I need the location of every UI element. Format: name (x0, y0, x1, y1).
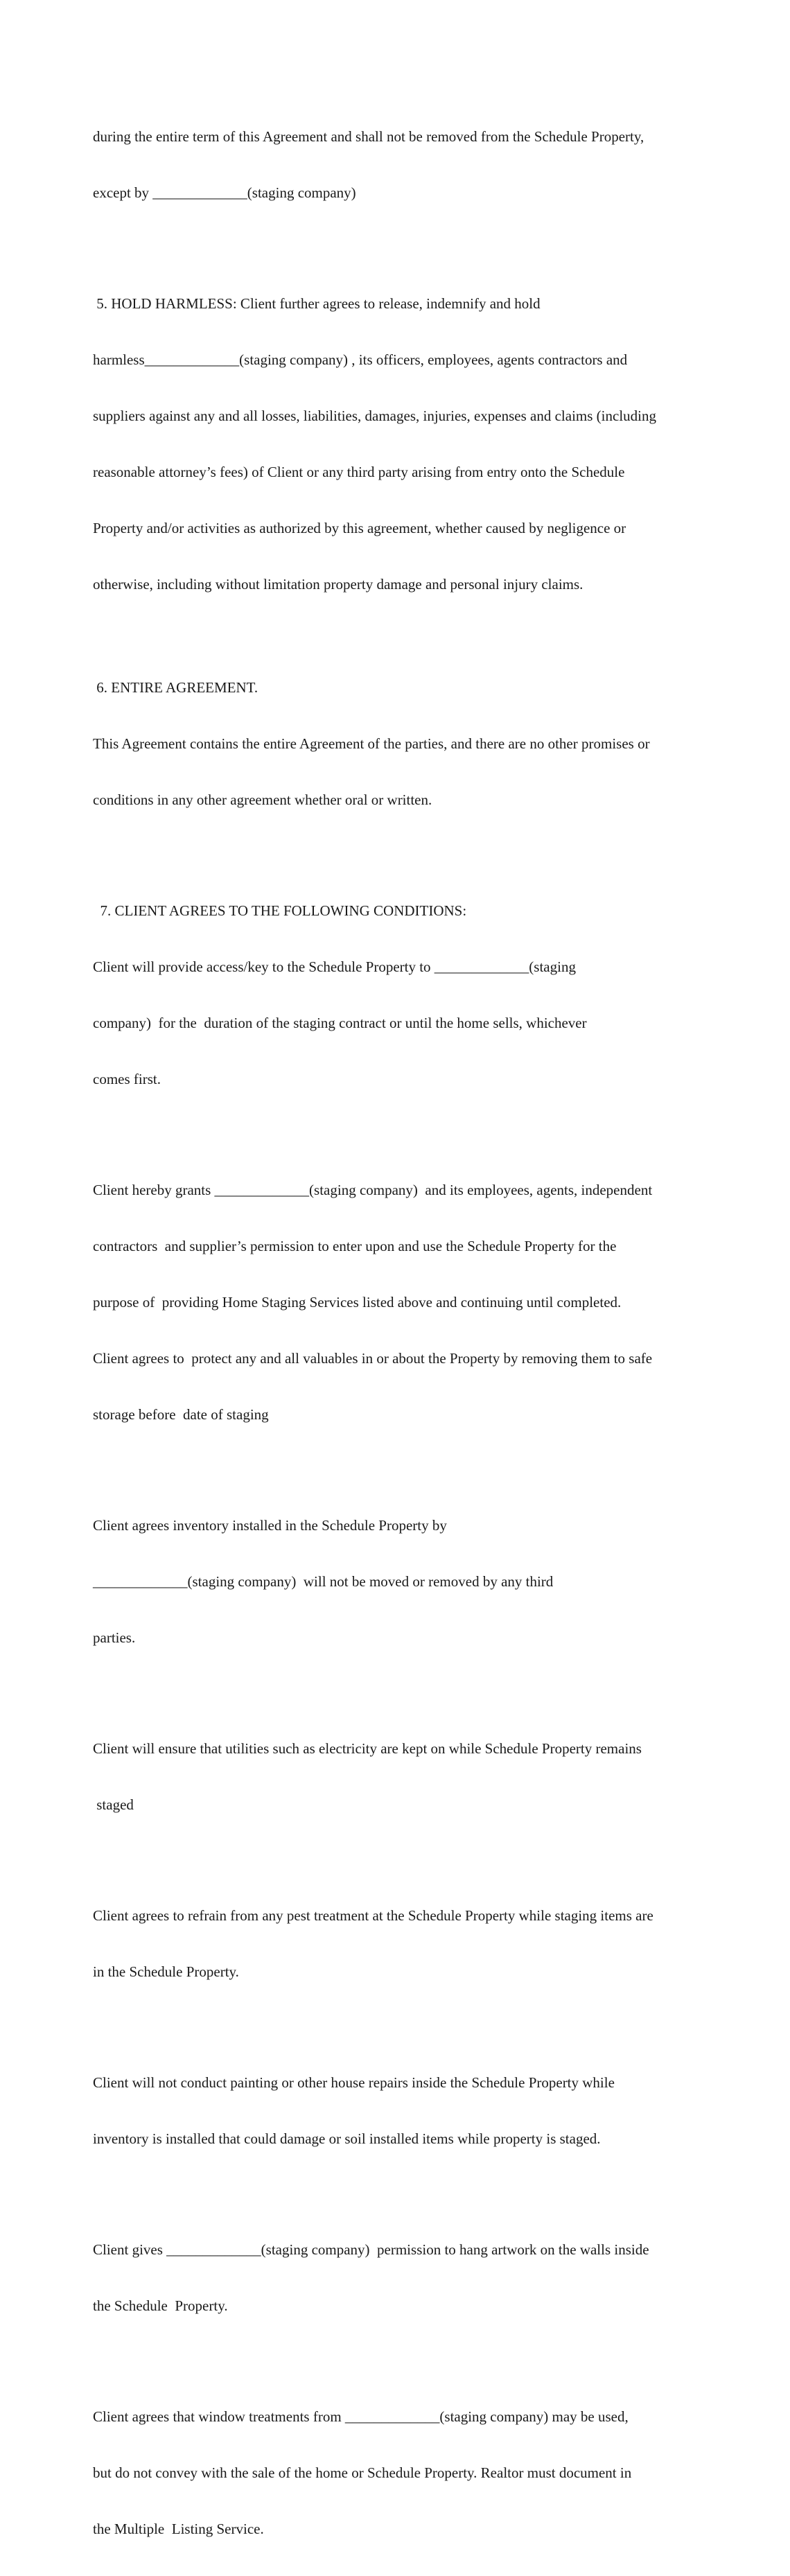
text-line: Client will provide access/key to the Schedule Property to _____________(staging (93, 958, 576, 975)
paragraph-term-continuation (93, 90, 703, 240)
paragraph-inventory (93, 1479, 703, 1685)
text-line: parties. (93, 1629, 136, 1646)
text-line: Property and/or activities as authorized by this agreement, whether caused by negligence or (93, 520, 626, 536)
text-line: Client gives _____________(staging company) permission to hang artwork on the walls inside (93, 2241, 649, 2258)
text-line: except by _____________(staging company) (93, 184, 356, 201)
text-line: comes first. (93, 1071, 161, 1087)
section-heading: 7. CLIENT AGREES TO THE FOLLOWING CONDITIONS: (93, 902, 467, 919)
section-heading: 6. ENTIRE AGREEMENT. (93, 679, 258, 696)
paragraph-window-treatments (93, 2370, 703, 2576)
text-line: Client agrees to protect any and all valuables in or about the Property by removing them to safe (93, 1350, 653, 1367)
text-line: the Schedule Property. (93, 2297, 228, 2314)
text-line: Client agrees that window treatments from _____________(staging company) may be used, (93, 2408, 629, 2425)
text-line: company) for the duration of the staging contract or until the home sells, whichever (93, 1015, 587, 1031)
document-page (93, 90, 703, 2576)
text-line: This Agreement contains the entire Agreement of the parties, and there are no other promises or (93, 735, 650, 752)
text-line: but do not convey with the sale of the home or Schedule Property. Realtor must document in (93, 2464, 632, 2481)
paragraph-pest-treatment (93, 1869, 703, 2019)
text-line: Client will not conduct painting or other house repairs inside the Schedule Property while (93, 2074, 615, 2091)
text-line: reasonable attorney’s fees) of Client or any third party arising from entry onto the Schedule (93, 464, 625, 480)
paragraph-repairs (93, 2036, 703, 2186)
section-7-client-conditions (93, 864, 703, 1126)
section-5-hold-harmless (93, 257, 703, 631)
text-line: purpose of providing Home Staging Services listed above and continuing until completed. (93, 1294, 622, 1311)
text-line: suppliers against any and all losses, liabilities, damages, injuries, expenses and claims (including (93, 408, 656, 424)
text-line: harmless_____________(staging company) , its officers, employees, agents contractors and (93, 351, 628, 368)
text-line: Client agrees inventory installed in the Schedule Property by (93, 1517, 447, 1534)
text-line: contractors and supplier’s permission to enter upon and use the Schedule Property for the (93, 1238, 617, 1254)
paragraph-artwork (93, 2203, 703, 2353)
text-line: Client agrees to refrain from any pest treatment at the Schedule Property while staging items are (93, 1907, 653, 1924)
text-line: the Multiple Listing Service. (93, 2521, 264, 2537)
text-line: Client hereby grants _____________(staging company) and its employees, agents, independent (93, 1182, 653, 1198)
text-line: _____________(staging company) will not be moved or removed by any third (93, 1573, 554, 1590)
section-heading: 5. HOLD HARMLESS: Client further agrees to release, indemnify and hold (93, 295, 541, 312)
text-line: in the Schedule Property. (93, 1963, 239, 1980)
paragraph-grants-permission (93, 1144, 703, 1462)
text-line: Client will ensure that utilities such as electricity are kept on while Schedule Property remains (93, 1740, 642, 1757)
section-6-entire-agreement (93, 641, 703, 847)
text-line: otherwise, including without limitation property damage and personal injury claims. (93, 576, 583, 593)
text-line: during the entire term of this Agreement and shall not be removed from the Schedule Property, (93, 128, 644, 145)
text-line: conditions in any other agreement whether oral or written. (93, 791, 432, 808)
paragraph-utilities (93, 1702, 703, 1852)
text-line: inventory is installed that could damage or soil installed items while property is staged. (93, 2130, 601, 2147)
text-line: staged (93, 1796, 134, 1813)
text-line: storage before date of staging (93, 1406, 269, 1423)
